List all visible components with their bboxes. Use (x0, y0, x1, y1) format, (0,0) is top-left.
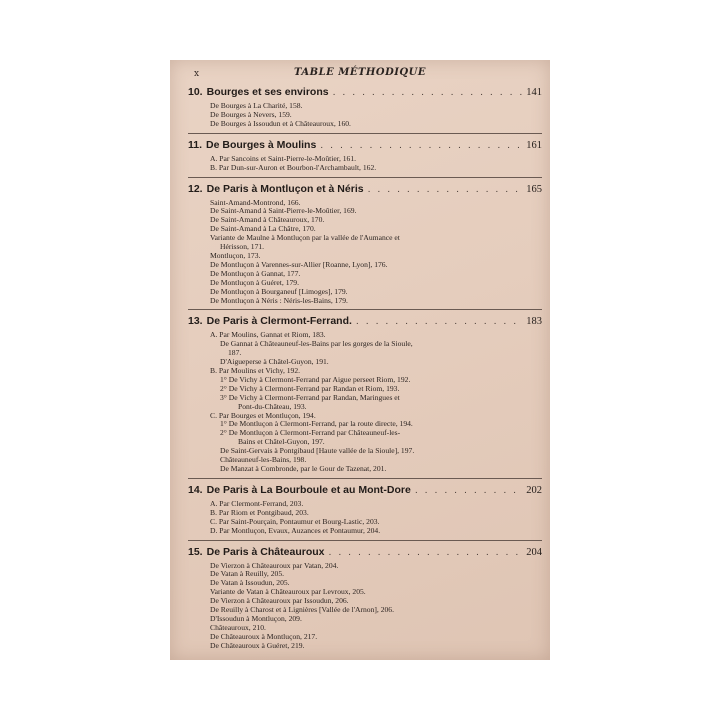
entry-line: D. Par Montluçon, Evaux, Auzances et Pontaumur, 204. (210, 525, 381, 535)
route-page-number: 202 (526, 484, 542, 496)
dot-leader (329, 546, 523, 559)
route-section (188, 139, 542, 178)
route-title: De Bourges à Moulins (206, 138, 317, 151)
dot-leader (320, 139, 522, 152)
entry-line: 1° De Vichy à Clermont-Ferrand par Aigue perseet Riom, 192. (220, 374, 411, 384)
entry-line: De Reuilly à Charost et à Lignières [Vallée de l'Arnon], 206. (210, 605, 394, 615)
section-divider (188, 177, 542, 178)
entry-line: A. Par Moulins, Gannat et Riom, 183. (210, 330, 326, 340)
entry-line: Pont-du-Château, 193. (238, 401, 307, 411)
entry-line: 2° De Vichy à Clermont-Ferrand par Randan et Riom, 193. (220, 383, 400, 393)
entry-line: De Saint-Gervais à Pontgibaud [Haute vallée de la Sioule], 197. (220, 446, 415, 456)
entry-line: De Châteauroux à Guéret, 219. (210, 640, 305, 650)
entry-line: De Montluçon à Guéret, 179. (210, 277, 299, 287)
entry-line: Variante de Vatan à Châteauroux par Levroux, 205. (210, 587, 366, 597)
entry-line: De Vatan à Reuilly, 205. (210, 569, 285, 579)
book-page (170, 60, 550, 660)
entry-line: D'Aigueperse à Châtel-Guyon, 191. (220, 357, 329, 367)
entry-line: De Montluçon à Néris : Néris-les-Bains, 179. (210, 295, 348, 305)
entry-line: De Bourges à Nevers, 159. (210, 109, 292, 119)
entry-line: De Châteauroux à Montluçon, 217. (210, 631, 318, 641)
route-number: 13. (188, 315, 203, 328)
entry-line: Hérisson, 171. (220, 242, 265, 252)
entry-line: C. Par Saint-Pourçain, Pontaumur et Bourg-Lastic, 203. (210, 516, 380, 526)
entry-line: Montluçon, 173. (210, 250, 261, 260)
entry-line: Châteauroux, 210. (210, 622, 266, 632)
route-number: 15. (188, 545, 203, 558)
route-entries (210, 331, 542, 474)
route-heading (188, 546, 542, 559)
page-number: x (194, 69, 200, 79)
route-entries (210, 155, 542, 173)
route-number: 11. (188, 138, 203, 151)
section-divider (188, 540, 542, 541)
entry-line: D'Issoudun à Montluçon, 209. (210, 613, 302, 623)
route-section (188, 315, 542, 479)
entry-line: Châteauneuf-les-Bains, 198. (220, 455, 307, 465)
route-page-number: 204 (526, 546, 542, 558)
entry-line: De Montluçon à Bourganeuf [Limoges], 179. (210, 286, 348, 296)
entry-line: De Saint-Amand à Saint-Pierre-le-Moûtier, 169. (210, 206, 357, 216)
route-heading (188, 183, 542, 196)
entry-line: De Vierzon à Châteauroux par Vatan, 204. (210, 560, 339, 570)
entry-line: De Manzat à Combronde, par le Gour de Tazenat, 201. (220, 464, 387, 473)
entry-line: Bains et Châtel-Guyon, 197. (238, 437, 325, 447)
entry-line: De Vatan à Issoudun, 205. (210, 578, 290, 588)
route-section (188, 484, 542, 541)
entry-line: De Montluçon à Varennes-sur-Allier [Roanne, Lyon], 176. (210, 259, 388, 269)
section-divider (188, 309, 542, 310)
dot-leader (415, 484, 522, 497)
route-section (188, 183, 542, 311)
route-section (188, 546, 542, 651)
route-number: 12. (188, 182, 203, 195)
route-page-number: 161 (526, 139, 542, 151)
route-title: De Paris à Châteauroux (206, 545, 325, 558)
route-title: De Paris à Clermont-Ferrand. (206, 315, 352, 328)
route-page-number: 183 (526, 316, 542, 328)
route-heading (188, 139, 542, 152)
dot-leader (356, 315, 522, 328)
route-entries (210, 102, 542, 129)
entry-line: De Bourges à Issoudun et à Châteauroux, 160. (210, 118, 351, 128)
route-page-number: 141 (526, 87, 542, 98)
route-page-number: 165 (526, 183, 542, 195)
route-entries (210, 500, 542, 536)
route-number: 14. (188, 483, 203, 496)
route-number: 10. (188, 86, 203, 98)
entry-line: De Saint-Amand à La Châtre, 170. (210, 224, 316, 234)
entry-line: De Saint-Amand à Châteauroux, 170. (210, 215, 325, 225)
route-heading (188, 315, 542, 328)
entry-line: 3° De Vichy à Clermont-Ferrand par Randan, Maringues et (220, 392, 400, 402)
entry-line: Variante de Maulne à Montluçon par la vallée de l'Aumance et (210, 233, 400, 243)
running-title: TABLE MÉTHODIQUE (294, 67, 426, 78)
section-divider (188, 478, 542, 479)
entry-line: De Gannat à Châteauneuf-les-Bains par les gorges de la Sioule, (220, 339, 413, 349)
entry-line: A. Par Clermont-Ferrand, 203. (210, 498, 304, 508)
section-divider (188, 133, 542, 134)
entry-line: A. Par Sancoins et Saint-Pierre-le-Moûtier, 161. (210, 153, 357, 163)
route-entries (210, 199, 542, 306)
route-heading (188, 86, 542, 99)
table-of-contents (188, 86, 542, 651)
entry-line: De Montluçon à Gannat, 177. (210, 268, 301, 278)
route-title: Bourges et ses environs (206, 86, 329, 98)
dot-leader (333, 86, 523, 99)
entry-line: De Bourges à La Charité, 158. (210, 101, 303, 110)
entry-line: 1° De Montluçon à Clermont-Ferrand, par la route directe, 194. (220, 419, 413, 429)
route-entries (210, 562, 542, 651)
entry-line: B. Par Riom et Pontgibaud, 203. (210, 507, 309, 517)
entry-line: B. Par Dun-sur-Auron et Bourbon-l'Archambault, 162. (210, 162, 377, 172)
route-title: De Paris à Montluçon et à Néris (206, 182, 364, 195)
entry-line: 187. (228, 348, 242, 358)
route-heading (188, 484, 542, 497)
entry-line: C. Par Bourges et Montluçon, 194. (210, 410, 316, 420)
entry-line: Saint-Amand-Montrond, 166. (210, 197, 301, 207)
entry-line: De Vierzon à Châteauroux par Issoudun, 206. (210, 596, 349, 606)
route-title: De Paris à La Bourboule et au Mont-Dore (206, 483, 411, 496)
dot-leader (368, 183, 523, 196)
route-section (188, 86, 542, 134)
entry-line: 2° De Montluçon à Clermont-Ferrand par Châteauneuf-les- (220, 428, 401, 438)
entry-line: B. Par Moulins et Vichy, 192. (210, 366, 301, 376)
